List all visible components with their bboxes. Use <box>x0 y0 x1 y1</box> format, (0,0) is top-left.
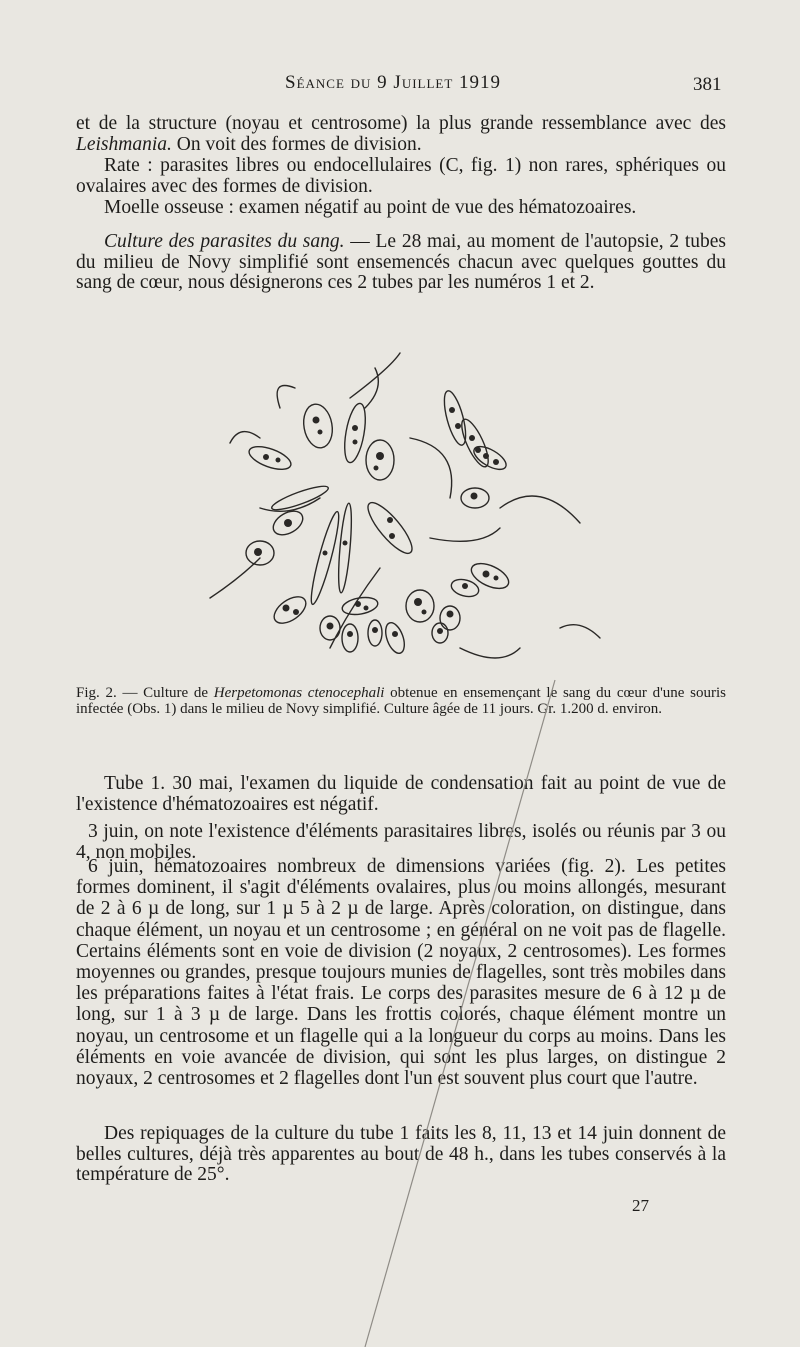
paragraph-tube1: Tube 1. 30 mai, l'examen du liquide de condensation fait au point de vue de l'existence d'hématozoaires est négatif. <box>76 773 726 815</box>
genus-name: Leishmania. <box>76 133 172 155</box>
paragraph-moelle: Moelle osseuse : examen négatif au point de vue des hématozoaires. <box>104 197 637 218</box>
paragraph-repiquages: Des repiquages de la culture du tube 1 faits les 8, 11, 13 et 14 juin donnent de belles cultures, déjà très apparentes au bout de 48 h., dans les tubes conservés à la température de 25°. <box>76 1123 726 1185</box>
paragraph-6-juin: 6 juin, hématozoaires nombreux de dimensions variées (fig. 2). Les petites formes dominent, il s'agit d'éléments ovalaires, plus ou moins allongés, mesurant de 2 à 6 µ de long, sur 1 µ 5 à 2 µ de large. Après coloration, on distingue, dans chaque élément, un noyau et un centrosome ; en général on ne voit pas de flagelle. Certains éléments sont en voie de division (2 noyaux, 2 centrosomes). Les formes moyennes ou grandes, presque toujours munies de flagelles, sont très mobiles dans les préparations faites à l'état frais. Le corps des parasites mesure de 6 à 12 µ de long, sur 1 à 3 µ de large. Dans les frottis colorés, chaque élément montre un noyau, un centrosome et un flagelle qui a la longueur du corps au moins. Dans les éléments en voie avancée de division, qui sont les plus larges, on distingue 2 noyaux, 2 centrosomes et 2 flagelles dont l'un est souvent plus court que l'autre. <box>76 856 726 1090</box>
running-title: Séance du 9 Juillet 1919 <box>285 72 502 93</box>
paragraph-rate: Rate : parasites libres ou endocellulaires (C, fig. 1) non rares, sphériques ou ovalaires avec des formes de division. <box>76 155 726 197</box>
paragraph-text: et de la structure (noyau et centrosome) la plus grande ressemblance avec des <box>76 113 726 134</box>
signature-mark: 27 <box>632 1196 649 1215</box>
page-number: 381 <box>693 74 722 95</box>
paragraph-text: On voit des formes de division. <box>176 133 422 155</box>
paragraph-3-juin: 3 juin, on note l'existence d'éléments parasitaires libres, isolés ou réunis par 3 ou 4, non mobiles. <box>76 821 726 863</box>
paragraph-text: — Le 28 mai, au moment de l'autopsie, 2 tubes du milieu de Novy simplifié sont ensemencés chacun avec quelques gouttes du sang de cœur, nous désignerons ces 2 tubes par les numéros 1 et 2. <box>76 231 727 293</box>
caption-species: Herpetomonas ctenocephali <box>213 685 385 701</box>
caption-text: obtenue en ensemençant le sang du cœur d'une souris infectée (Obs. 1) dans le milieu de Novy simplifié. Culture âgée de 11 jours. Gr. 1.200 d. environ. <box>76 685 726 717</box>
section-heading: Culture des parasites du sang. <box>104 231 345 252</box>
caption-label: Fig. 2. — Culture de <box>76 685 209 701</box>
